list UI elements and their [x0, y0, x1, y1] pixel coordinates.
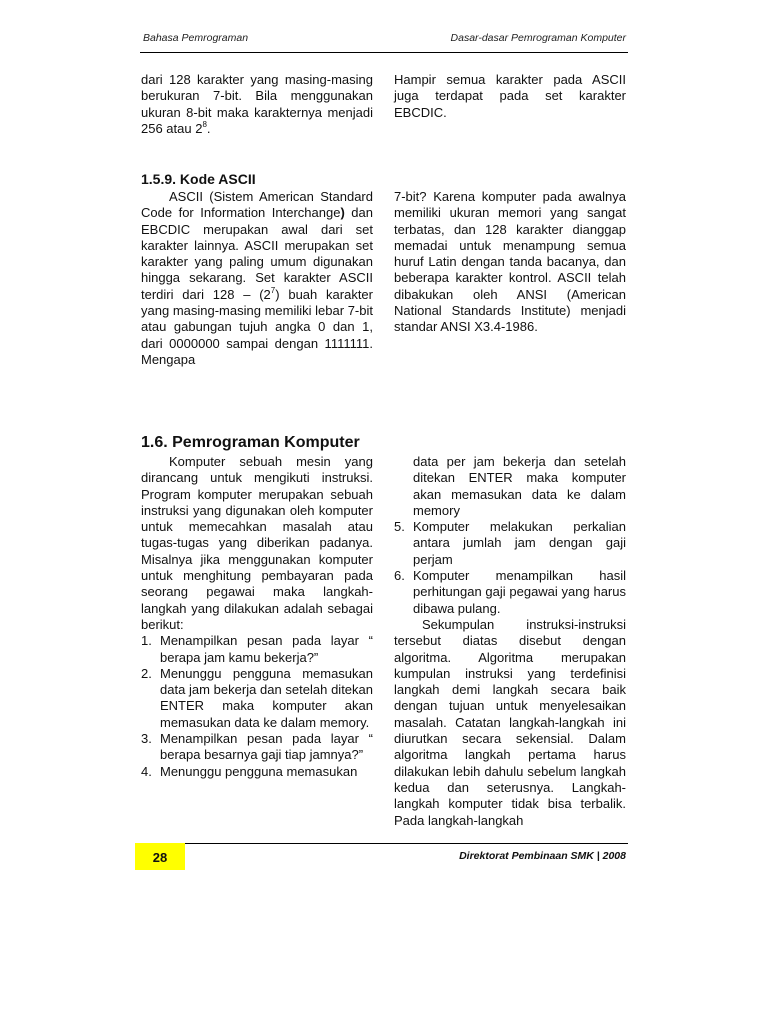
- programming-right-column: [394, 454, 626, 829]
- list-text: Menunggu pengguna memasukan: [160, 763, 358, 779]
- header-rule: [140, 52, 628, 53]
- ascii-right-paragraph: 7-bit? Karena komputer pada awalnya memiliki ukuran memori yang sangat terbatas, dan 128 karakter dianggap memadai untuk menampung semua huruf Latin dengan tanda bacanya, dan beberapa karakter kontrol. ASCII telah dibakukan oleh ANSI (American National Standards Institute) menjadi standar ANSI X3.4-1986.: [394, 189, 626, 335]
- footer-text: Direktorat Pembinaan SMK | 2008: [459, 850, 626, 862]
- section-heading-ascii: 1.5.9. Kode ASCII: [141, 171, 256, 187]
- ascii-text-a: ASCII (Sistem American Standard Code for Information Interchange: [141, 189, 373, 221]
- step4-continuation: data per jam bekerja dan setelah ditekan ENTER maka komputer akan memasukan data ke dalam memory: [413, 454, 626, 518]
- list-number: 6.: [394, 568, 405, 584]
- top-right-paragraph: Hampir semua karakter pada ASCII juga terdapat pada set karakter EBCDIC.: [394, 72, 626, 120]
- list-item: [141, 764, 373, 780]
- ascii-superscript: 7: [270, 285, 276, 295]
- steps-list-left: [141, 633, 373, 780]
- programming-left-column: [141, 454, 373, 780]
- list-item: [394, 568, 626, 617]
- list-text: Menampilkan pesan pada layar “ berapa besarnya gaji tiap jamnya?”: [160, 731, 373, 763]
- section-heading-programming: 1.6. Pemrograman Komputer: [141, 434, 360, 451]
- ascii-text-b: dan EBCDIC merupakan awal dari set karakter lainnya. ASCII merupakan set karakter yang paling umum digunakan hingga sekarang. Set karakter ASCII terdiri dari 128 – (2: [141, 205, 373, 302]
- steps-list-right: [394, 519, 626, 617]
- list-text: Menunggu pengguna memasukan data jam bekerja dan setelah ditekan ENTER maka komputer akan memasukan data ke dalam memory.: [160, 665, 373, 730]
- top-left-text: dari 128 karakter yang masing-masing berukuran 7-bit. Bila menggunakan ukuran 8-bit maka karakternya menjadi 256 atau 2: [141, 72, 373, 136]
- top-left-superscript: 8: [202, 119, 207, 129]
- list-item: [394, 519, 626, 568]
- list-number: 3.: [141, 731, 152, 747]
- algorithm-paragraph: Sekumpulan instruksi-instruksi tersebut diatas disebut dengan algoritma. Algoritma merupakan kumpulan instruksi yang terdefinisi langkah demi langkah secara baik dengan tujuan untuk menyelesaikan masalah. Catatan langkah-langkah ini diurutkan secara sekensial. Dalam algoritma langkah pertama harus dilakukan lebih dahulu sebelum langkah kedua dan seterusnya. Langkah-langkah komputer tidak bisa terbalik. Pada langkah-langkah: [394, 616, 626, 828]
- running-header-left: Bahasa Pemrograman: [143, 32, 249, 44]
- ascii-paren: ): [340, 205, 345, 221]
- programming-intro: Komputer sebuah mesin yang dirancang untuk mengikuti instruksi. Program komputer merupakan sebuah instruksi yang digunakan oleh komputer untuk memecahkan masalah atau tugas-tugas yang diberikan padanya. Misalnya jika menggunakan komputer untuk menghitung pembayaran pada seorang pegawai maka langkah-langkah yang dilakukan adalah sebagai berikut:: [141, 454, 373, 632]
- top-left-paragraph: [141, 72, 373, 137]
- top-right-column: [394, 72, 626, 121]
- top-left-column: [141, 72, 373, 137]
- list-item: [141, 731, 373, 764]
- list-number: 5.: [394, 519, 405, 535]
- list-item: [141, 666, 373, 731]
- list-text: Komputer menampilkan hasil perhitungan gaji pegawai yang harus dibawa pulang.: [413, 568, 626, 616]
- list-text: Komputer melakukan perkalian antara jumlah jam dengan gaji perjam: [413, 519, 626, 567]
- list-number: 4.: [141, 763, 152, 779]
- footer-rule: [140, 843, 628, 844]
- ascii-paragraph: [141, 189, 373, 368]
- list-number: 1.: [141, 633, 152, 649]
- running-header-right: Dasar-dasar Pemrograman Komputer: [450, 32, 626, 44]
- ascii-text-c: ) buah karakter yang masing-masing memiliki lebar 7-bit atau gabungan tujuh angka 0 dan 1, dari 0000000 sampai dengan 1111111. Mengapa: [141, 286, 373, 367]
- ascii-right-column: [394, 189, 626, 336]
- page-number: 28: [135, 843, 185, 870]
- list-text: Menampilkan pesan pada layar “ berapa jam kamu bekerja?”: [160, 633, 373, 665]
- list-number: 2.: [141, 665, 152, 681]
- top-left-end: .: [206, 120, 211, 136]
- list-item: [141, 633, 373, 666]
- ascii-left-column: [141, 189, 373, 368]
